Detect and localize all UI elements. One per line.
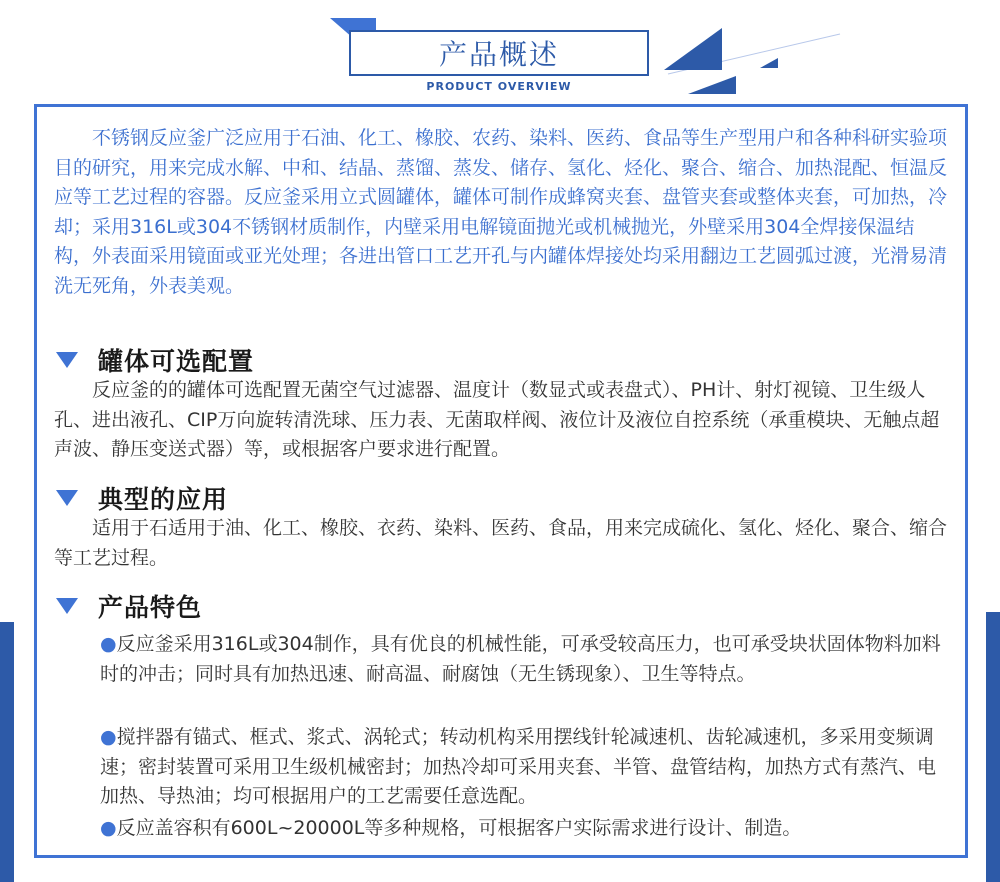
page-title: 产品概述 bbox=[438, 38, 559, 71]
bullet-dot-icon: ● bbox=[100, 726, 117, 748]
right-large-triangle-deco bbox=[664, 28, 722, 70]
section-config-heading bbox=[54, 342, 254, 378]
triangle-down-icon bbox=[56, 490, 78, 506]
intro-paragraph: 不锈钢反应釜广泛应用于石油、化工、橡胶、农药、染料、医药、食品等生产型用户和各种科研实验项目的研究，用来完成水解、中和、结晶、蒸馏、蒸发、储存、氢化、烃化、聚合、缩合、加热混配、恒温反应等工艺过程的容器。反应釜采用立式圆罐体，罐体可制作成蜂窝夹套、盘管夹套或整体夹套，可加热，冷却；采用316L或304不锈钢材质制作，内壁采用电解镜面抛光或机械抛光，外壁采用304全焊接保温结构，外表面采用镜面或亚光处理；各进出管口工艺开孔与内罐体焊接处均采用翻边工艺圆弧过渡，光滑易清洗无死角，外表美观。 bbox=[54, 127, 948, 297]
triangle-down-icon bbox=[56, 352, 78, 368]
bullet-dot-icon: ● bbox=[100, 817, 117, 839]
feature-bullet-text: 反应盖容积有600L~20000L等多种规格，可根据客户实际需求进行设计、制造。 bbox=[116, 817, 802, 839]
section-config-text: 反应釜的的罐体可选配置无菌空气过滤器、温度计（数显式或表盘式）、PH计、射灯视镜、卫生级人孔、进出液孔、CIP万向旋转清洗球、压力表、无菌取样阀、液位计及液位自控系统（承重模块、无触点超声波、静压变送式器）等，或根据客户要求进行配置。 bbox=[54, 379, 940, 460]
page-subtitle: PRODUCT OVERVIEW bbox=[426, 80, 572, 93]
section-config-title: 罐体可选配置 bbox=[98, 347, 255, 376]
feature-bullet bbox=[54, 630, 948, 689]
left-side-bar bbox=[0, 622, 14, 882]
feature-bullet bbox=[54, 814, 948, 844]
section-features-title: 产品特色 bbox=[98, 593, 203, 622]
header-title-box bbox=[349, 30, 649, 76]
feature-bullet-text: 搅拌器有锚式、框式、浆式、涡轮式；转动机构采用摆线针轮减速机、齿轮减速机，多采用变频调速；密封装置可采用卫生级机械密封；加热冷却可采用夹套、半管、盘管结构，加热方式有蒸汽、电加热、导热油；均可根据用户的工艺需要任意选配。 bbox=[100, 726, 937, 807]
feature-bullet bbox=[54, 723, 948, 812]
right-side-bar bbox=[986, 612, 1000, 882]
section-application-title: 典型的应用 bbox=[98, 485, 229, 514]
section-features-heading bbox=[54, 588, 202, 624]
triangle-down-icon bbox=[56, 598, 78, 614]
right-bottom-triangle-deco bbox=[688, 76, 736, 94]
section-application-heading bbox=[54, 480, 228, 516]
section-application-text: 适用于石适用于油、化工、橡胶、衣药、染料、医药、食品，用来完成硫化、氢化、烃化、聚合、缩合等工艺过程。 bbox=[54, 517, 948, 569]
right-small-triangle-deco bbox=[760, 58, 778, 68]
bullet-dot-icon: ● bbox=[100, 633, 117, 655]
feature-bullet-text: 反应釜采用316L或304制作，具有优良的机械性能，可承受较高压力，也可承受块状固体物料加料时的冲击；同时具有加热迅速、耐高温、耐腐蚀（无生锈现象）、卫生等特点。 bbox=[100, 633, 941, 685]
